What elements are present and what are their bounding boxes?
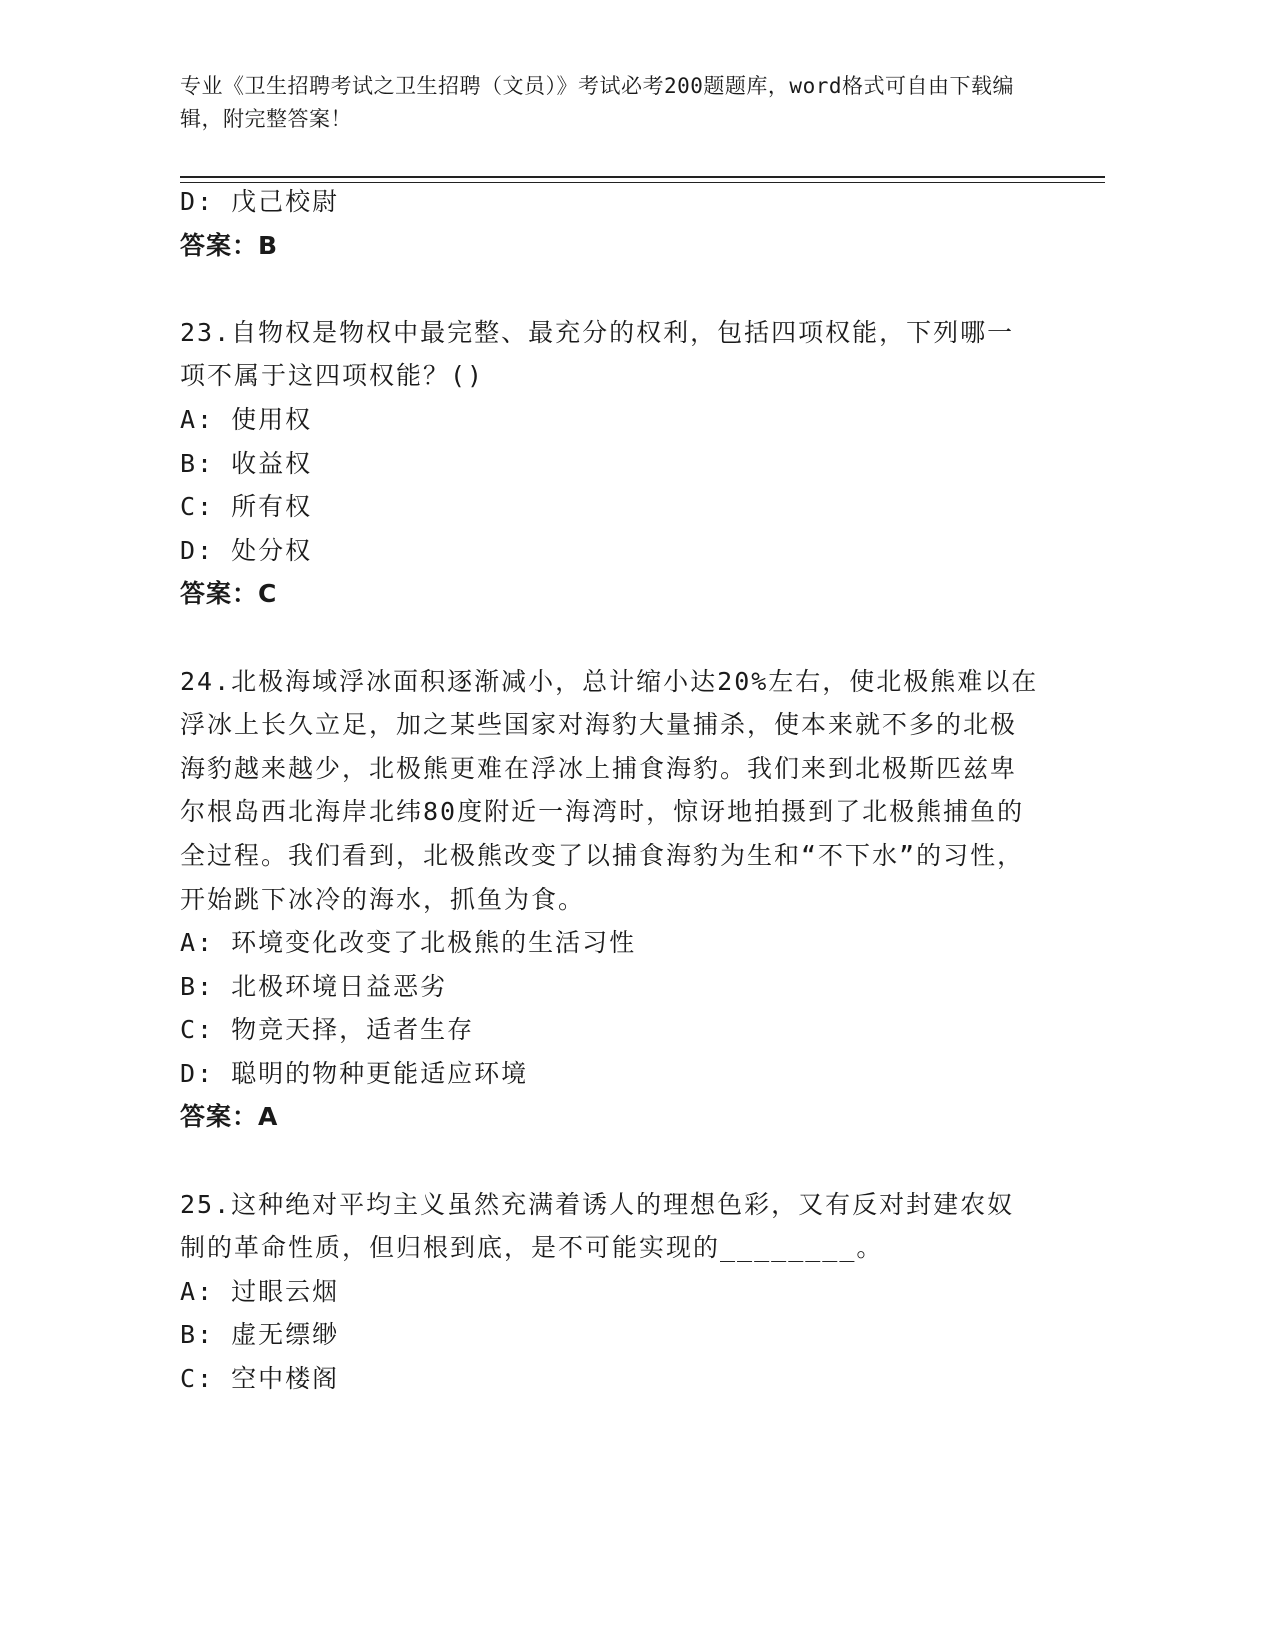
spacer — [180, 616, 1040, 660]
question-24-option-d: D: 聪明的物种更能适应环境 — [180, 1058, 529, 1088]
question-23-answer: 答案：C — [180, 579, 278, 609]
question-23-stem: 23.自物权是物权中最完整、最充分的权利，包括四项权能，下列哪一项不属于这四项权能？() — [180, 317, 1015, 391]
prev-option-d: D: 戊己校尉 — [180, 187, 340, 216]
spacer — [180, 1139, 1040, 1183]
question-24-option-c: C: 物竞天择，适者生存 — [180, 1015, 475, 1045]
question-23-option-b: B: 收益权 — [180, 448, 313, 478]
question-23-option-a: A: 使用权 — [180, 404, 313, 434]
question-23-option-d: D: 处分权 — [180, 535, 313, 565]
prev-answer: 答案：B — [180, 230, 279, 260]
question-24-option-b: B: 北极环境日益恶劣 — [180, 971, 448, 1001]
question-25-option-c: C: 空中楼阁 — [180, 1364, 340, 1394]
question-24-option-a: A: 环境变化改变了北极熊的生活习性 — [180, 928, 637, 958]
question-24-stem: 24.北极海域浮冰面积逐渐减小，总计缩小达20%左右，使北极熊难以在浮冰上长久立足，加之某些国家对海豹大量捕杀，使本来就不多的北极海豹越来越少，北极熊更难在浮冰上捕食海豹。我们来到北极斯匹兹卑尔根岛西北海岸北纬80度附近一海湾时，惊讶地拍摄到了北极熊捕鱼的全过程。我们看到，北极熊改变了以捕食海豹为生和“不下水”的习性，开始跳下冰冷的海水，抓鱼为食。 — [180, 666, 1039, 914]
question-25-option-a: A: 过眼云烟 — [180, 1276, 340, 1306]
question-23-option-c: C: 所有权 — [180, 492, 313, 522]
question-24-answer: 答案：A — [180, 1102, 279, 1132]
question-25-stem: 25.这种绝对平均主义虽然充满着诱人的理想色彩，又有反对封建农奴制的革命性质，但归根到底，是不可能实现的________。 — [180, 1189, 1015, 1263]
document-header: 专业《卫生招聘考试之卫生招聘（文员）》考试必考200题题库，word格式可自由下载编辑，附完整答案！ — [180, 74, 1014, 131]
question-content — [180, 180, 1040, 1401]
question-25-option-b: B: 虚无缥缈 — [180, 1320, 340, 1350]
spacer — [180, 267, 1040, 311]
